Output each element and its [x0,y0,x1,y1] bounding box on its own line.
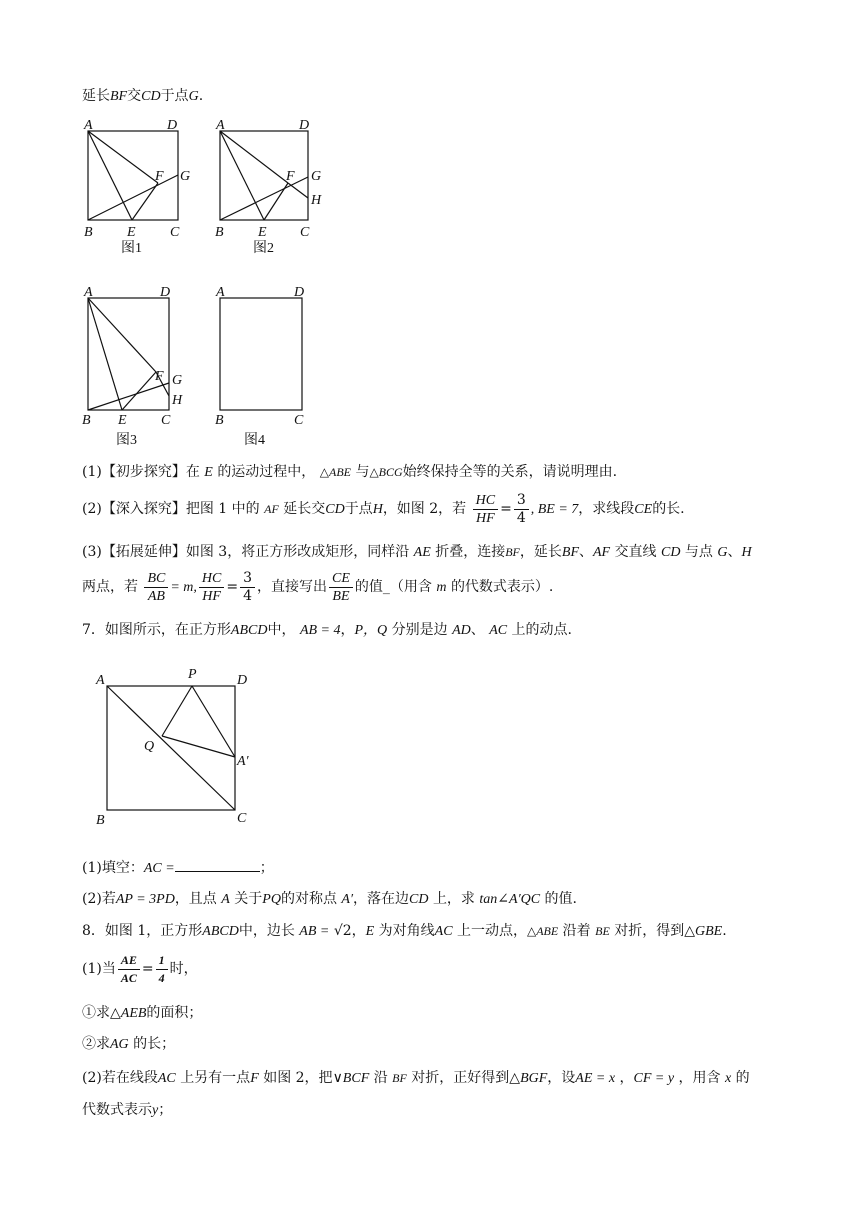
fig3-label-H: H [172,393,183,408]
fig3-label-A: A [84,285,93,300]
denominator: AB [147,588,165,604]
q7-label-A: A [96,673,105,688]
text: 当 [101,961,116,977]
figure-2 [220,131,308,220]
var: CD [141,89,161,104]
q8-part1 [82,950,198,988]
numerator: 1 [156,952,168,970]
text: 上的动点. [511,622,572,638]
text: ； [158,1102,173,1118]
var: BF [505,545,520,559]
part-number: (2) [82,1070,102,1086]
condition: AB = 4 [299,623,341,638]
text: . [722,923,727,939]
var: F [250,1071,259,1086]
fig2-label-F: F [286,169,295,184]
sqrt: √2 [333,923,352,939]
condition: CF = y [633,1071,675,1086]
fig3-caption: 图3 [116,433,137,448]
fig2-label-H: H [311,193,322,208]
fig2-label-G: G [311,169,322,184]
text: ，如图 2，若 [382,501,467,517]
numerator: 3 [514,492,529,510]
text: 的值_（用含 [354,579,432,595]
fraction-ae-ac [118,952,140,987]
text: ①求 [82,1005,110,1021]
text: 如图 1，正方形 [104,923,203,939]
numerator: HC [199,570,224,588]
denominator: 4 [243,587,253,604]
text: 的长. [652,501,685,517]
text: ，设 [547,1070,576,1086]
text: ，落在边 [353,891,410,907]
intro-line [82,86,203,107]
denominator: BE [332,588,350,604]
text: 交直线 [614,544,657,560]
fig3-label-E: E [118,413,127,428]
var: CE [634,502,653,517]
text: 的运动过程中， [217,464,316,480]
text: 的 [735,1070,750,1086]
text: 延长交 [283,501,326,517]
figure-4 [220,298,302,410]
q7-label-D: D [237,673,248,688]
text: ，且点 [174,891,217,907]
fig1-label-D: D [167,118,178,133]
text: 若在线段 [101,1070,158,1086]
part-number: (2) [82,891,102,907]
text: 与点 [684,544,713,560]
numerator: BC [144,570,168,588]
triangle: △AEB [110,1006,147,1021]
text: ， [351,923,366,939]
text: 沿着 [562,923,591,939]
denominator: HF [202,588,221,604]
text: 代数式表示 [82,1102,152,1118]
var: G [717,545,728,560]
text: 延长 [82,88,110,104]
var: ABCD [230,623,268,638]
text: 对折，正好得到 [411,1070,510,1086]
text: 、 [579,544,593,560]
text: 关于 [234,891,263,907]
text: 如图 3，将正方形改成矩形，同样沿 [185,544,410,560]
text: 在 [185,464,200,480]
fig4-label-B: B [215,413,224,428]
q7-part1 [82,857,274,879]
text: 中，边长 [238,923,295,939]
var: E [204,465,213,480]
text: 填空： [101,860,144,876]
var: P，Q [354,623,388,638]
fig2-caption: 图2 [253,241,274,256]
text: 的长； [133,1036,176,1052]
var: E [365,924,375,939]
expression: tan∠A′QC [479,892,541,907]
text: 分别是边 [391,622,448,638]
triangle: △ABE [319,465,351,479]
part-number: (2) [82,501,102,517]
part-number: (1) [82,961,102,977]
fig1-label-F: F [155,169,164,184]
q7-label-Q: Q [144,739,155,754]
denominator: 4 [158,970,165,985]
fraction-1-4 [156,952,168,987]
text: ，延长 [519,544,562,560]
text: 上一动点， [457,923,527,939]
triangle: △ABE [527,924,559,938]
fig2-label-A: A [216,118,225,133]
text: ，直接写出 [257,579,328,595]
numerator: 3 [240,570,255,588]
q7-label-C: C [237,811,247,826]
figure-3 [88,298,169,410]
q7-label-A-prime: A′ [237,754,249,769]
figure-1 [88,131,178,220]
fig1-caption: 图1 [121,241,142,256]
triangle: △BGF [509,1071,548,1086]
denominator: AC [120,970,137,985]
part-number: (1) [82,860,102,876]
text: 若 [101,891,116,907]
answer-blank[interactable] [175,857,260,872]
text: = [226,579,239,595]
var: CD [325,502,345,517]
text: 中， [267,622,296,638]
text: 对折，得到 [614,923,685,939]
var: CD [409,892,429,907]
q6-part1 [82,462,617,483]
figures-1-4 [0,108,860,448]
var: BF [110,89,128,104]
text: 上，求 [432,891,475,907]
fig4-caption: 图4 [244,433,265,448]
fig2-label-B: B [215,225,224,240]
var: m [436,580,447,595]
var: AC [157,1071,176,1086]
text: = [141,961,154,977]
text: 与 [355,464,370,480]
part-number: (1) [82,464,102,480]
var: x [724,1071,732,1086]
var: CD [661,545,681,560]
fraction-bc-ab [144,570,168,605]
var: AC = [143,861,175,876]
text: 两点，若 [82,579,138,595]
condition: AB = [299,924,330,939]
fig2-label-D: D [299,118,310,133]
condition: AE = x [575,1071,616,1086]
text: 上另有一点 [180,1070,251,1086]
text: 的对称点 [280,891,337,907]
text: 的代数式表示）. [450,579,554,595]
q6-part3-line1 [82,542,752,563]
fig3-label-C: C [161,413,171,428]
fig3-label-F: F [155,369,164,384]
denominator: 4 [516,509,526,526]
var: A [221,892,230,907]
var: A′ [341,892,354,907]
var: BF [561,545,579,560]
fig3-label-B: B [82,413,91,428]
q7-part2 [82,889,577,910]
q8-part2 [82,1068,750,1089]
text: 如图 2，把 [263,1070,333,1086]
numerator: HC [473,492,498,510]
var: AC [434,924,453,939]
fig1-label-A: A [84,118,93,133]
text: 、 [470,622,485,638]
fraction-ce-be [329,570,353,605]
fig4-label-D: D [294,285,305,300]
q6-part2 [82,490,685,529]
fig4-label-A: A [216,285,225,300]
text: 时， [169,961,198,977]
triangle: ∨BCF [332,1071,370,1086]
text: . [198,88,204,104]
text: 为对角线 [378,923,435,939]
fraction-hc-hf [473,492,498,527]
triangle: △BCG [369,465,403,479]
q7-label-P: P [188,667,197,682]
q7-label-B: B [96,813,105,828]
var: AF [593,545,611,560]
text: 于点 [344,501,373,517]
q8-part2-line2 [82,1100,172,1121]
fig2-label-E: E [258,225,267,240]
q8-part1-sub2 [82,1034,175,1055]
text: ； [259,860,274,876]
fig1-label-E: E [127,225,136,240]
var: G [188,89,199,104]
text: ， [619,1070,634,1086]
fig1-label-B: B [84,225,93,240]
var: ABCD [202,924,239,939]
var: y [152,1103,159,1118]
var: AC [489,623,508,638]
text: 于点 [160,88,189,104]
fig2-label-C: C [300,225,310,240]
var: BE [595,924,610,938]
numerator: AE [118,952,140,970]
q7-figure [90,664,290,834]
text: 如图所示，在正方形 [104,622,231,638]
var: AE [413,545,431,560]
var: AG [110,1037,129,1052]
part-number: (3) [82,544,102,560]
fraction-3-4 [240,570,255,605]
part-tag: 【初步探究】 [101,464,186,480]
denominator: HF [476,510,495,526]
condition: , BE = 7 [530,502,579,517]
condition: AP = 3PD [115,892,175,907]
var: AF [264,502,279,516]
text: 始终保持全等的关系，请说明理由. [402,464,618,480]
question-number: 7． [82,622,105,638]
fraction-hc-hf [199,570,224,605]
var: AD [452,623,471,638]
fig3-label-G: G [172,373,183,388]
part-tag: 【拓展延伸】 [101,544,186,560]
triangle: △GBE [684,924,723,939]
q7-title [82,620,572,641]
var: PQ [262,892,281,907]
q8-title [82,921,727,942]
numerator: CE [329,570,353,588]
fig1-label-C: C [170,225,180,240]
text: 的值. [544,891,577,907]
text: 折叠，连接 [435,544,506,560]
text: 沿 [373,1070,388,1086]
fig4-label-C: C [294,413,304,428]
text: 的面积； [146,1005,203,1021]
fig3-label-D: D [160,285,171,300]
text: = m, [170,580,197,595]
var: H [372,502,383,517]
var: BF [392,1071,407,1085]
var: H [741,545,752,560]
text: ②求 [82,1036,110,1052]
fig1-label-G: G [180,169,191,184]
q8-part1-sub1 [82,1003,202,1024]
fraction-3-4 [514,492,529,527]
text: 、 [727,544,742,560]
question-number: 8． [82,923,105,939]
text: 交 [127,88,142,104]
part-tag: 【深入探究】 [101,501,186,517]
text: ，用含 [678,1070,721,1086]
text: ， [340,622,355,638]
text: ，求线段 [578,501,635,517]
text: = [500,501,512,517]
q6-part3-line2 [82,568,553,607]
text: 把图 1 中的 [185,501,260,517]
